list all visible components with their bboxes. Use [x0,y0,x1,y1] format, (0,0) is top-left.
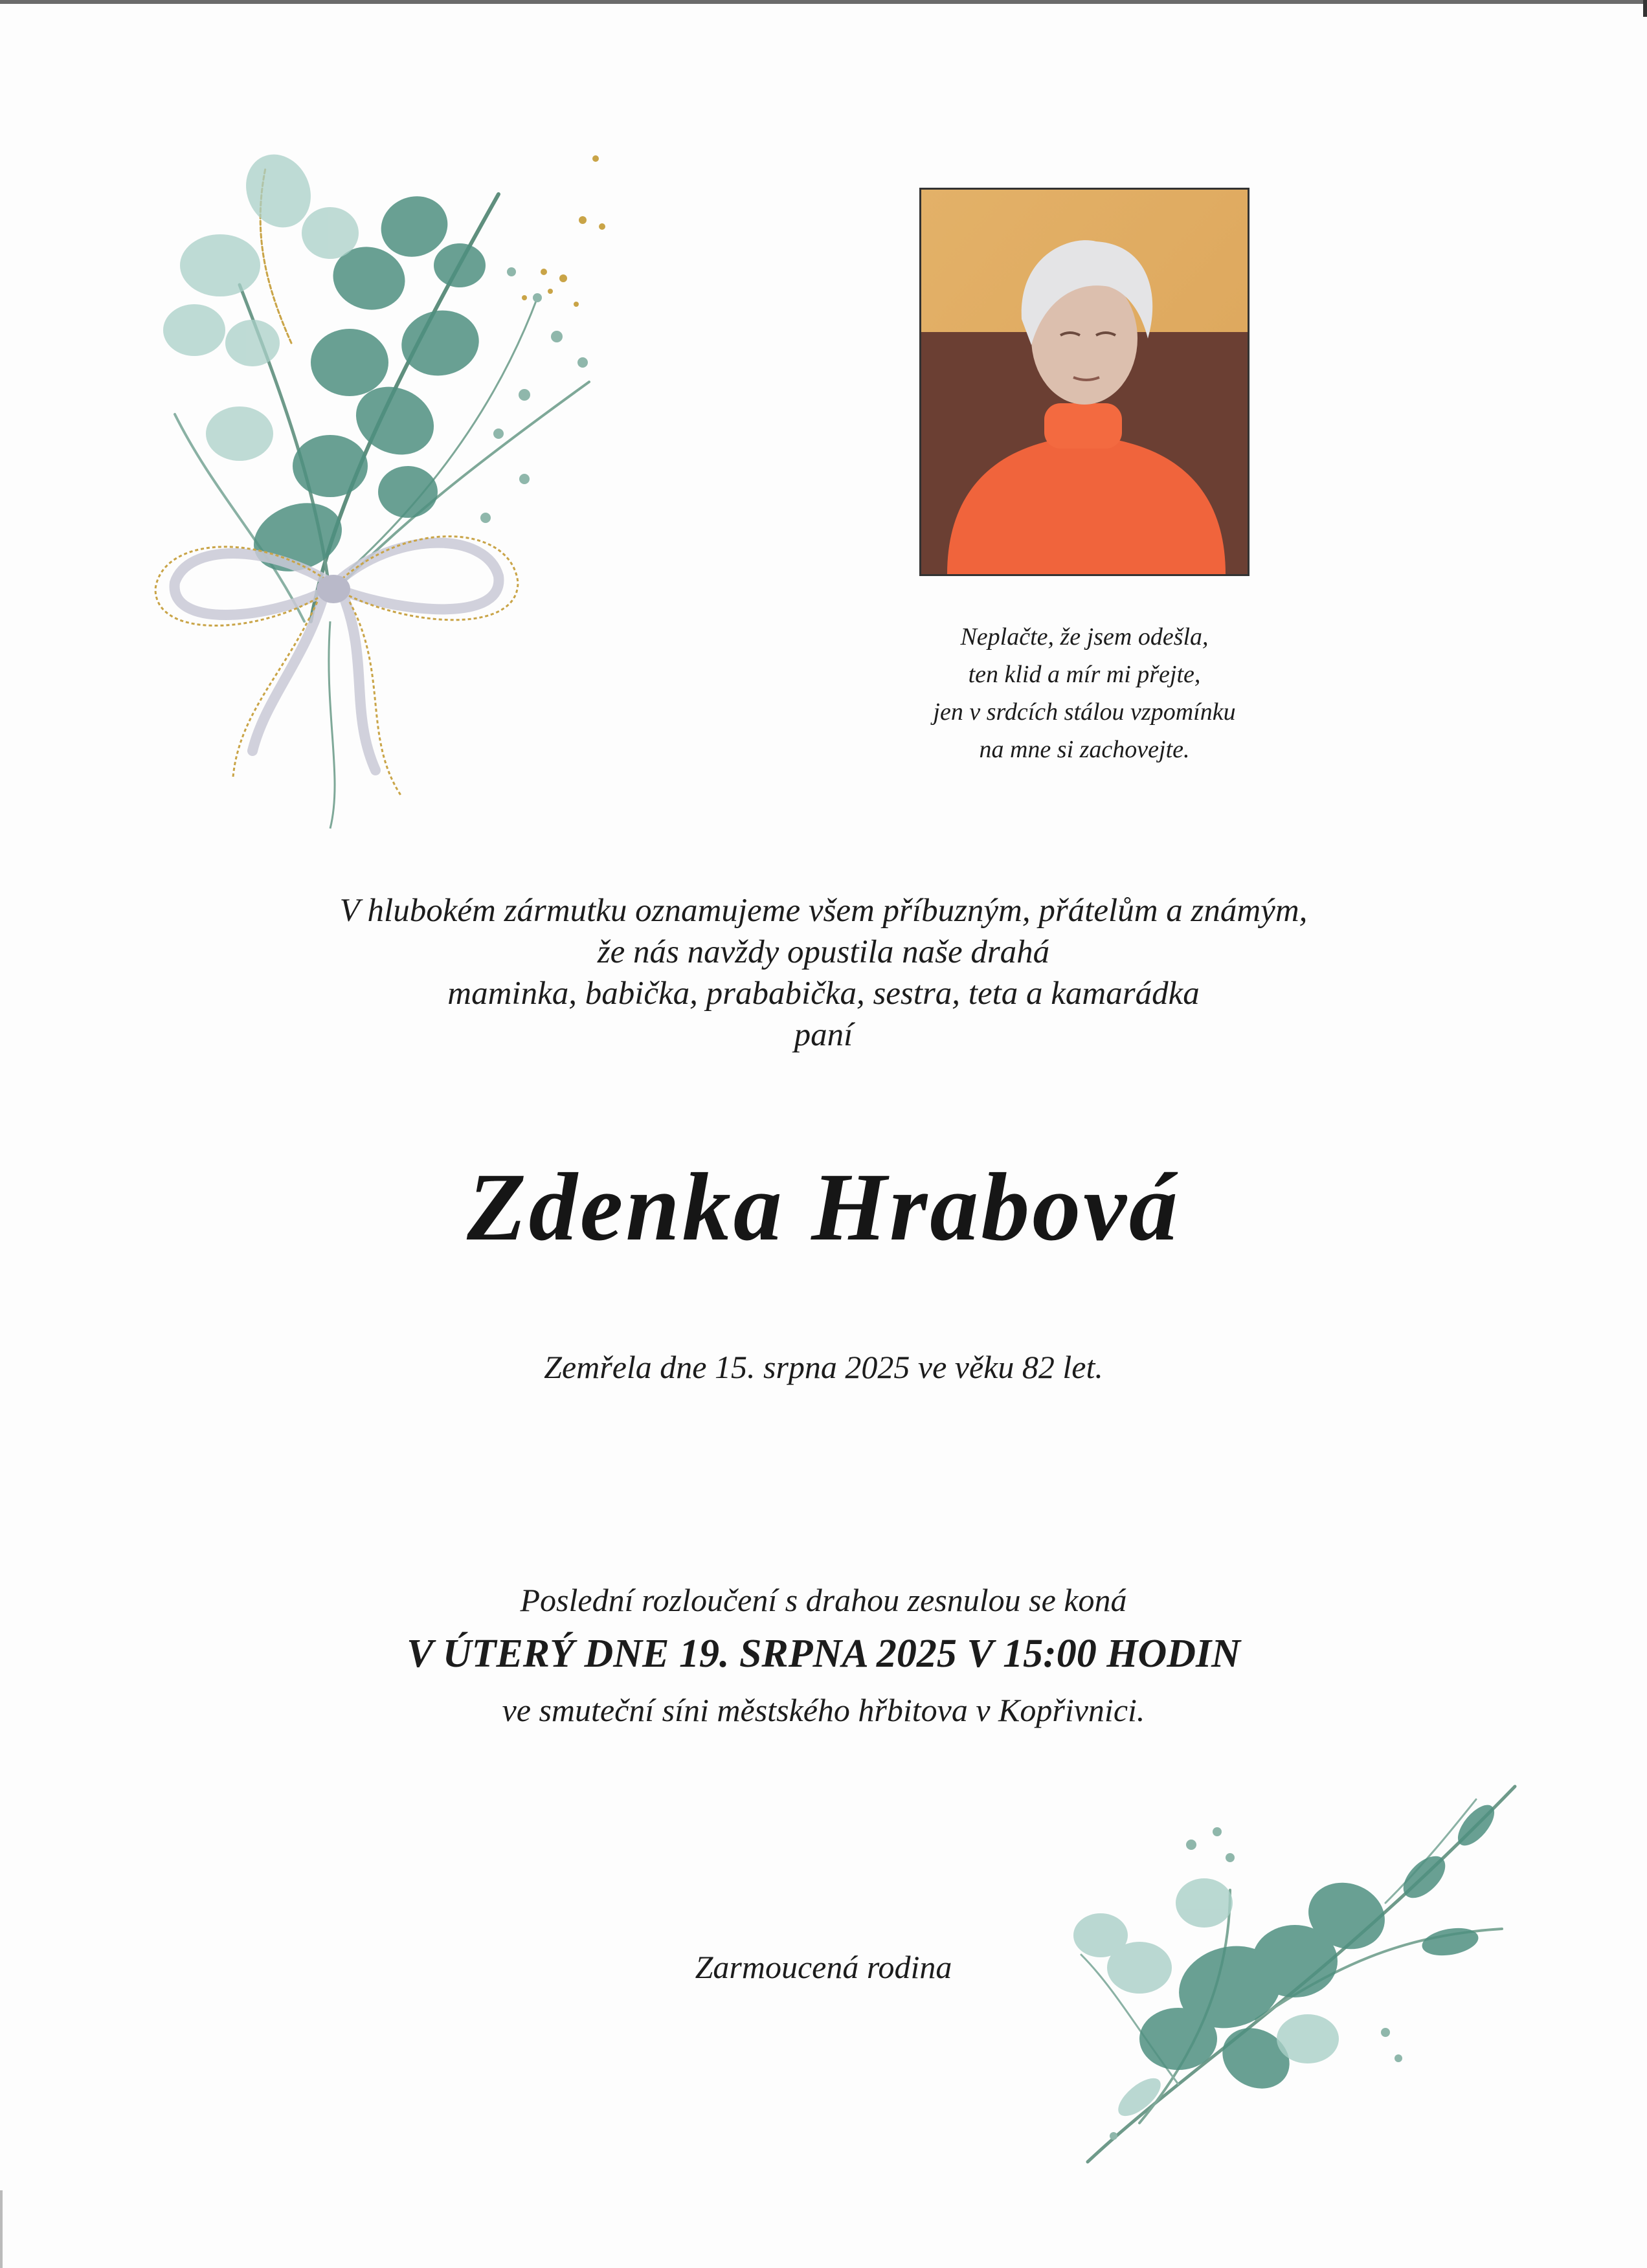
poem-line: Neplačte, že jsem odešla, [960,623,1209,650]
eucalyptus-sprig-illustration [1062,1773,1528,2175]
announcement-line: maminka, babička, prababička, sestra, teta a kamarádka [447,975,1200,1012]
memorial-poem [855,618,1314,768]
eucalyptus-bouquet-illustration [136,129,654,835]
funeral-datetime: V ÚTERÝ DNE 19. SRPNA 2025 V 15:00 HODIN [407,1632,1240,1676]
death-notice: Zemřela dne 15. srpna 2025 ve věku 82 let. [544,1349,1103,1385]
scan-edge-top [0,0,1647,4]
poem-line: jen v srdcích stálou vzpomínku [933,698,1236,726]
deceased-name: Zdenka Hrabová [467,1153,1180,1261]
poem-line: ten klid a mír mi přejte, [968,661,1201,688]
scan-edge-right [1643,0,1647,17]
announcement-line: V hlubokém zármutku oznamujeme všem příbuzným, přátelům a známým, [339,893,1308,929]
funeral-intro: Poslední rozloučení s drahou zesnulou se koná [520,1582,1127,1618]
portrait-photo [919,188,1249,576]
poem-line: na mne si zachovejte. [979,736,1190,763]
family-signoff: Zarmoucená rodina [695,1949,952,1985]
funeral-place: ve smuteční síni městského hřbitova v Kopřivnici. [502,1692,1145,1728]
announcement-line: paní [794,1017,853,1053]
scan-edge-left [0,2190,3,2268]
announcement-line: že nás navždy opustila naše drahá [597,934,1050,970]
announcement-text [0,890,1647,1056]
